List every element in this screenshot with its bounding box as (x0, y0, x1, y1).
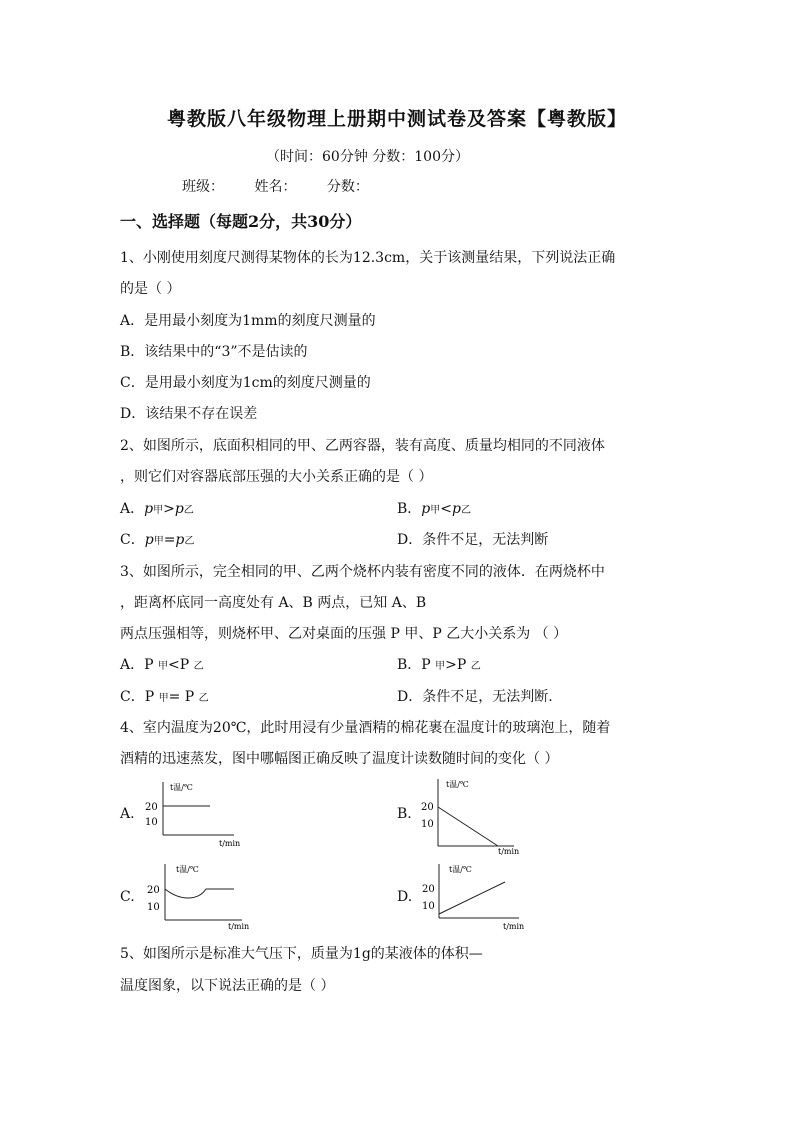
graph-c-tick-20: 20 (147, 885, 160, 896)
q1-option-d: D．该结果不存在误差 (120, 406, 258, 422)
student-info (182, 176, 395, 196)
graph-b-y-axis-label: t温/℃ (446, 780, 469, 789)
graph-a-label: A. (120, 806, 135, 822)
q2-option-d: D．条件不足，无法判断 (397, 532, 549, 548)
graph-a-tick-20: 20 (145, 802, 158, 813)
graph-b (414, 776, 534, 856)
graph-a (138, 776, 258, 850)
graph-a-x-axis-label: t/min (219, 839, 241, 848)
q3-option-c: C．P 甲= P 乙 (120, 689, 209, 705)
q3-option-a: A．P 甲<P 乙 (120, 657, 204, 673)
page-title: 粤教版八年级物理上册期中测试卷及答案【粤教版】 (166, 108, 627, 130)
q4-stem-line1: 4、室内温度为20℃，此时用浸有少量酒精的棉花裹在温度计的玻璃泡上，随着 (120, 720, 611, 736)
graph-d-x-axis-label: t/min (503, 922, 525, 931)
q5-stem-line2: 温度图象，以下说法正确的是（ ） (120, 978, 335, 994)
q2-option-b: B．p甲<p乙 (397, 501, 471, 517)
name-label: 姓名： (254, 179, 297, 195)
exam-time-score: （时间：60分钟 分数：100分） (266, 149, 469, 165)
graph-b-label: B. (397, 806, 412, 822)
q3-option-d: D．条件不足，无法判断. (397, 689, 553, 705)
q3-stem-line3: 两点压强相等，则烧杯甲、乙对桌面的压强 P 甲、P 乙大小关系为 （ ） (120, 626, 568, 642)
graph-d-y-axis-label: t温/℃ (449, 865, 472, 874)
q3-option-b: B．P 甲>P 乙 (397, 657, 481, 673)
graph-a-tick-10: 10 (145, 817, 158, 828)
graph-b-tick-20: 20 (421, 802, 434, 813)
q1-option-c: C．是用最小刻度为1cm的刻度尺测量的 (120, 375, 371, 391)
graph-a-y-axis-label: t温/℃ (170, 783, 193, 792)
graph-d-label: D. (397, 889, 413, 905)
q1-stem-line2: 的是（ ） (120, 281, 181, 297)
q2-option-c: C．p甲=p乙 (120, 532, 195, 548)
section-heading: 一、选择题（每题2分，共30分） (120, 212, 362, 231)
graph-c (140, 860, 265, 932)
score-label: 分数： (326, 179, 369, 195)
graph-d-tick-20: 20 (422, 884, 435, 895)
q1-option-a: A．是用最小刻度为1mm的刻度尺测量的 (120, 313, 376, 329)
q4-stem-line2: 酒精的迅速蒸发，图中哪幅图正确反映了温度计读数随时间的变化（ ） (120, 751, 559, 767)
q2-option-a: A．p甲>p乙 (120, 501, 194, 517)
q2-stem-line1: 2、如图所示，底面积相同的甲、乙两容器，装有高度、质量均相同的不同液体 (120, 438, 605, 454)
graph-b-tick-10: 10 (421, 819, 434, 830)
graph-d-tick-10: 10 (422, 901, 435, 912)
graph-c-x-axis-label: t/min (228, 922, 250, 931)
graph-c-label: C. (120, 889, 135, 905)
graph-c-y-axis-label: t温/℃ (176, 865, 199, 874)
q2-stem-line2: ，则它们对容器底部压强的大小关系正确的是（ ） (120, 469, 433, 485)
q3-stem-line1: 3、如图所示，完全相同的甲、乙两个烧杯内装有密度不同的液体．在两烧杯中 (120, 564, 605, 580)
graph-c-tick-10: 10 (147, 902, 160, 913)
q1-stem-line1: 1、小刚使用刻度尺测得某物体的长为12.3cm，关于该测量结果，下列说法正确 (120, 250, 616, 266)
graph-d (415, 860, 537, 932)
graph-b-x-axis-label: t/min (498, 847, 520, 856)
q3-stem-line2: ，距离杯底同一高度处有 A、B 两点，已知 A、B (120, 595, 427, 611)
class-label: 班级： (182, 179, 224, 195)
q1-option-b: B．该结果中的“3”不是估读的 (120, 344, 308, 360)
q5-stem-line1: 5、如图所示是标准大气压下，质量为1g的某液体的体积— (120, 946, 483, 962)
